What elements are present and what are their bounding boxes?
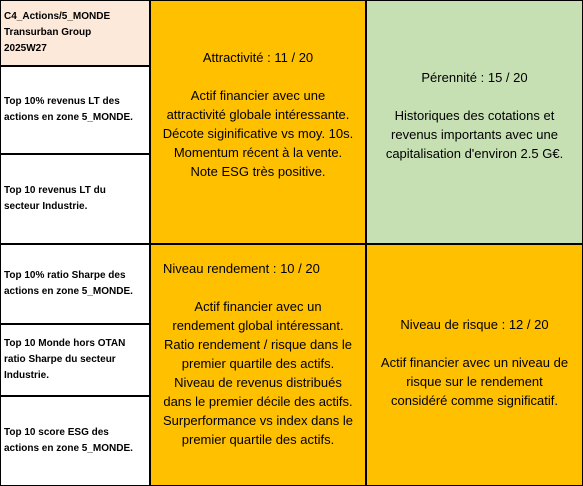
rendement-line-8: premier quartile des actifs.	[181, 432, 335, 447]
rendement-line-3: Ratio rendement / risque dans le	[164, 337, 352, 352]
risque-line-1: Actif financier avec un niveau de	[380, 355, 569, 370]
header-line-1: C4_Actions/5_MONDE	[4, 11, 111, 22]
criteria-cell-3	[0, 244, 150, 324]
attractivite-line-2: attractivité globale intéressante.	[166, 107, 350, 122]
header-line-3: 2025W27	[4, 43, 47, 54]
rendement-line-4: premier quartile des actifs.	[181, 356, 335, 371]
attractivite-line-1: Actif financier avec une	[190, 88, 326, 103]
criteria-2-line-1: Top 10 revenus LT du	[4, 185, 106, 196]
header-line-2: Transurban Group	[4, 27, 92, 38]
criteria-1-line-1: Top 10% revenus LT des	[4, 96, 120, 107]
perennite-line-3: capitalisation d'environ 2.5 G€.	[385, 146, 564, 161]
rendement-title: Niveau rendement : 10 / 20	[163, 261, 320, 276]
rendement-cell	[150, 244, 366, 486]
rendement-line-7: Surperformance vs index dans le	[162, 413, 354, 428]
criteria-4-line-1: Top 10 Monde hors OTAN	[4, 338, 126, 349]
risque-line-3: considéré comme significatif.	[391, 393, 558, 408]
criteria-1-line-2: actions en zone 5_MONDE.	[4, 112, 133, 123]
criteria-cell-4	[0, 324, 150, 396]
rendement-line-1: Actif financier avec un	[194, 299, 322, 314]
attractivite-line-5: Note ESG très positive.	[190, 164, 326, 179]
criteria-cell-5	[0, 396, 150, 486]
attractivite-cell	[150, 0, 366, 244]
risque-title: Niveau de risque : 12 / 20	[400, 317, 549, 332]
perennite-line-2: revenus importants avec une	[391, 127, 558, 142]
criteria-3-line-1: Top 10% ratio Sharpe des	[4, 270, 126, 281]
rendement-line-6: dans le premier décile des actifs.	[163, 394, 353, 409]
criteria-4-line-3: Industrie.	[4, 370, 50, 381]
criteria-5-line-1: Top 10 score ESG des	[4, 427, 109, 438]
attractivite-line-3: Décote siginificative vs moy. 10s.	[162, 126, 354, 141]
perennite-title: Pérennité : 15 / 20	[421, 70, 528, 85]
attractivite-line-4: Momentum récent à la vente.	[173, 145, 343, 160]
rendement-line-2: rendement global intéressant.	[172, 318, 344, 333]
perennite-line-1: Historiques des cotations et	[394, 108, 555, 123]
attractivite-title: Attractivité : 11 / 20	[202, 50, 314, 65]
criteria-2-line-2: secteur Industrie.	[4, 201, 88, 212]
perennite-cell	[366, 0, 583, 244]
criteria-cell-1	[0, 66, 150, 154]
criteria-4-line-2: ratio Sharpe du secteur	[4, 354, 116, 365]
rendement-line-5: Niveau de revenus distribués	[174, 375, 342, 390]
criteria-3-line-2: actions en zone 5_MONDE.	[4, 286, 133, 297]
risque-cell	[366, 244, 583, 486]
criteria-cell-2	[0, 154, 150, 244]
criteria-5-line-2: actions en zone 5_MONDE.	[4, 443, 133, 454]
header-cell	[0, 0, 150, 66]
risque-line-2: risque sur le rendement	[406, 374, 543, 389]
